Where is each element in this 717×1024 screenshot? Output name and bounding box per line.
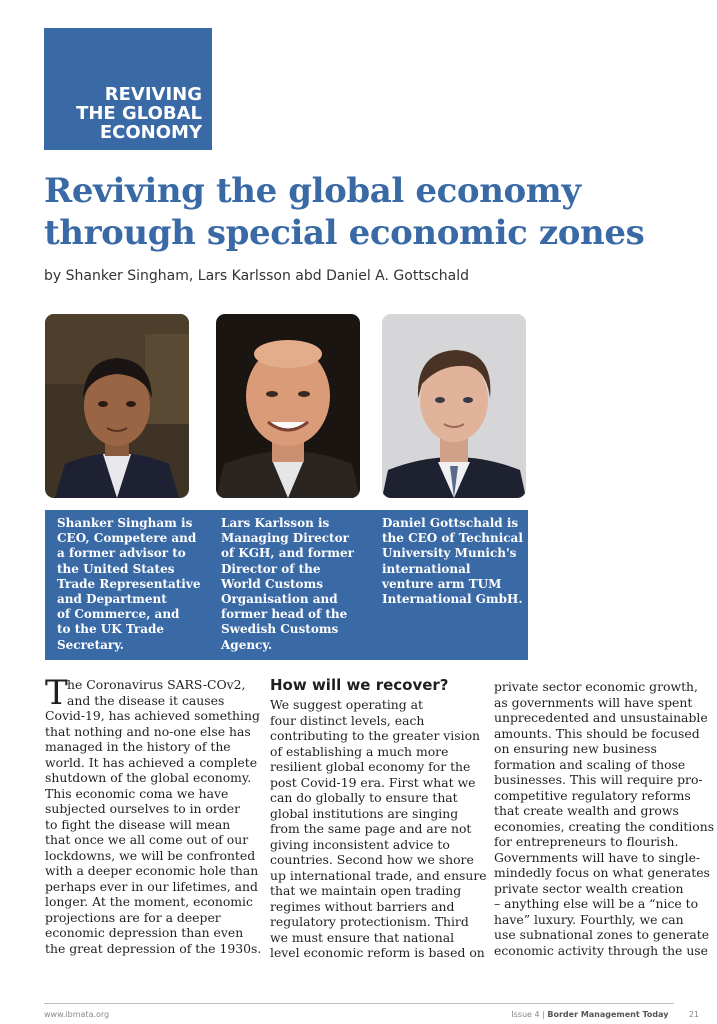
- text-line: post Covid-19 era. First what we: [270, 774, 476, 790]
- text-line: for entrepreneurs to flourish.: [494, 834, 679, 849]
- author-photo-singham: [45, 314, 189, 498]
- text-line: to fight the disease will mean: [45, 816, 231, 832]
- text-line: subjected ourselves to in order: [45, 801, 241, 816]
- text-line: Trade Representative: [57, 576, 201, 591]
- text-line: formation and scaling of those: [494, 756, 686, 772]
- text-line: perhaps ever in our lifetimes, and: [45, 878, 258, 894]
- portrait-image: [216, 314, 360, 498]
- text-line: countries. Second how we shore: [270, 852, 474, 867]
- text-line: he Coronavirus SARS-COv2,: [67, 677, 246, 692]
- text-line: Managing Director: [221, 531, 349, 546]
- text-line: and Department: [57, 592, 167, 607]
- footer-page-number: 21: [688, 1010, 699, 1019]
- text-line: as governments will have spent: [494, 694, 693, 710]
- text-line: We suggest operating at: [270, 697, 424, 712]
- footer-issue-info: [511, 1010, 699, 1019]
- author-bio-panel: [45, 510, 528, 660]
- headline-line: through special economic zones: [44, 213, 645, 253]
- portrait-image: [45, 314, 189, 498]
- drop-cap: T: [45, 673, 68, 713]
- text-line: World Customs: [221, 576, 323, 591]
- text-line: regulatory protectionism. Third: [270, 914, 469, 929]
- text-line: economic depression than even: [45, 925, 244, 940]
- text-line: have” luxury. Fourthly, we can: [494, 911, 684, 927]
- text-line: longer. At the moment, economic: [45, 894, 253, 909]
- text-line: of Commerce, and: [57, 607, 180, 622]
- headline-line: Reviving the global economy: [44, 171, 581, 211]
- text-line: CEO, Competere and: [57, 531, 197, 546]
- byline: by Shanker Singham, Lars Karlsson abd Daniel A. Gottschald: [44, 268, 470, 284]
- text-line: Covid-19, has achieved something: [45, 708, 260, 723]
- text-line: the CEO of Technical: [382, 531, 523, 546]
- text-line: economies, creating the conditions: [494, 818, 715, 834]
- text-line: former head of the: [221, 607, 348, 622]
- text-line: Lars Karlsson is: [221, 516, 330, 530]
- text-line: University Munich's: [382, 546, 517, 561]
- text-line: managed in the history of the: [45, 739, 231, 754]
- text-line: Shanker Singham is: [57, 516, 193, 530]
- article-column-1: [45, 673, 262, 956]
- article-headline: [44, 170, 694, 254]
- text-line: economic activity through the use: [494, 942, 708, 958]
- text-line: level economic reform is based on: [270, 945, 485, 960]
- section-tag-line: THE GLOBAL: [76, 103, 202, 124]
- text-line: Director of the: [221, 561, 321, 576]
- section-tag-line: REVIVING: [104, 84, 202, 105]
- text-line: – anything else will be a “nice to: [494, 896, 699, 911]
- text-line: that nothing and no-one else has: [45, 723, 251, 739]
- author-bio-gottschald: [382, 516, 523, 607]
- text-line: a former advisor to: [57, 546, 186, 561]
- footer-website[interactable]: www.ibmata.org: [44, 1010, 110, 1019]
- text-line: Swedish Customs: [221, 622, 339, 637]
- text-line: regimes without barriers and: [270, 898, 455, 914]
- text-line: projections are for a deeper: [45, 909, 221, 925]
- text-line: we must ensure that national: [270, 929, 455, 945]
- text-line: from the same page and are not: [270, 821, 472, 836]
- section-tag: [44, 28, 212, 150]
- text-line: international: [382, 561, 471, 576]
- text-line: shutdown of the global economy.: [45, 770, 252, 785]
- text-line: to the UK Trade: [57, 622, 165, 637]
- article-column-3: [494, 679, 714, 958]
- article-column-2: [270, 697, 487, 961]
- text-line: up international trade, and ensure: [270, 867, 487, 883]
- text-line: Daniel Gottschald is: [382, 516, 519, 530]
- text-line: private sector wealth creation: [494, 880, 684, 896]
- text-line: unprecedented and unsustainable: [494, 710, 708, 725]
- text-line: use subnational zones to generate: [494, 927, 710, 942]
- footer-separator: |: [542, 1010, 545, 1019]
- text-line: private sector economic growth,: [494, 679, 698, 694]
- text-line: competitive regulatory reforms: [494, 787, 691, 803]
- text-line: four distinct levels, each: [270, 712, 425, 728]
- text-line: amounts. This should be focused: [494, 725, 700, 741]
- text-line: Organisation and: [221, 592, 338, 607]
- footer-publication: Border Management Today: [547, 1010, 669, 1019]
- text-line: This economic coma we have: [45, 785, 229, 801]
- text-line: on ensuring new business: [494, 741, 657, 756]
- author-bio-karlsson: [221, 516, 354, 653]
- section-tag-line: ECONOMY: [99, 122, 202, 143]
- text-line: contributing to the greater vision: [270, 728, 481, 743]
- footer-divider: [44, 1003, 674, 1004]
- section-subhead: How will we recover?: [270, 676, 449, 694]
- text-line: International GmbH.: [382, 592, 523, 607]
- text-line: and the disease it causes: [67, 692, 225, 708]
- author-photo-gottschald: [382, 314, 526, 498]
- text-line: businesses. This will require pro-: [494, 772, 703, 787]
- text-line: the United States: [57, 561, 175, 576]
- portrait-image: [382, 314, 526, 498]
- text-line: giving inconsistent advice to: [270, 836, 450, 852]
- author-bio-singham: [57, 516, 200, 653]
- footer-issue: Issue 4: [511, 1010, 540, 1019]
- text-line: that once we all come out of our: [45, 832, 249, 847]
- text-line: that create wealth and grows: [494, 803, 679, 818]
- text-line: venture arm TUM: [382, 576, 502, 591]
- text-line: the great depression of the 1930s.: [45, 940, 262, 956]
- text-line: can do globally to ensure that: [270, 790, 458, 805]
- text-line: Agency.: [221, 637, 273, 652]
- text-line: Secretary.: [57, 637, 124, 652]
- text-line: with a deeper economic hole than: [45, 863, 259, 878]
- author-photo-karlsson: [216, 314, 360, 498]
- text-line: world. It has achieved a complete: [45, 754, 258, 770]
- text-line: resilient global economy for the: [270, 759, 471, 774]
- text-line: of establishing a much more: [270, 743, 449, 759]
- text-line: of KGH, and former: [221, 546, 354, 561]
- text-line: mindedly focus on what generates: [494, 865, 710, 880]
- text-line: Governments will have to single-: [494, 849, 701, 865]
- text-line: that we maintain open trading: [270, 883, 462, 898]
- text-line: lockdowns, we will be confronted: [45, 847, 256, 863]
- text-line: global institutions are singing: [270, 805, 459, 821]
